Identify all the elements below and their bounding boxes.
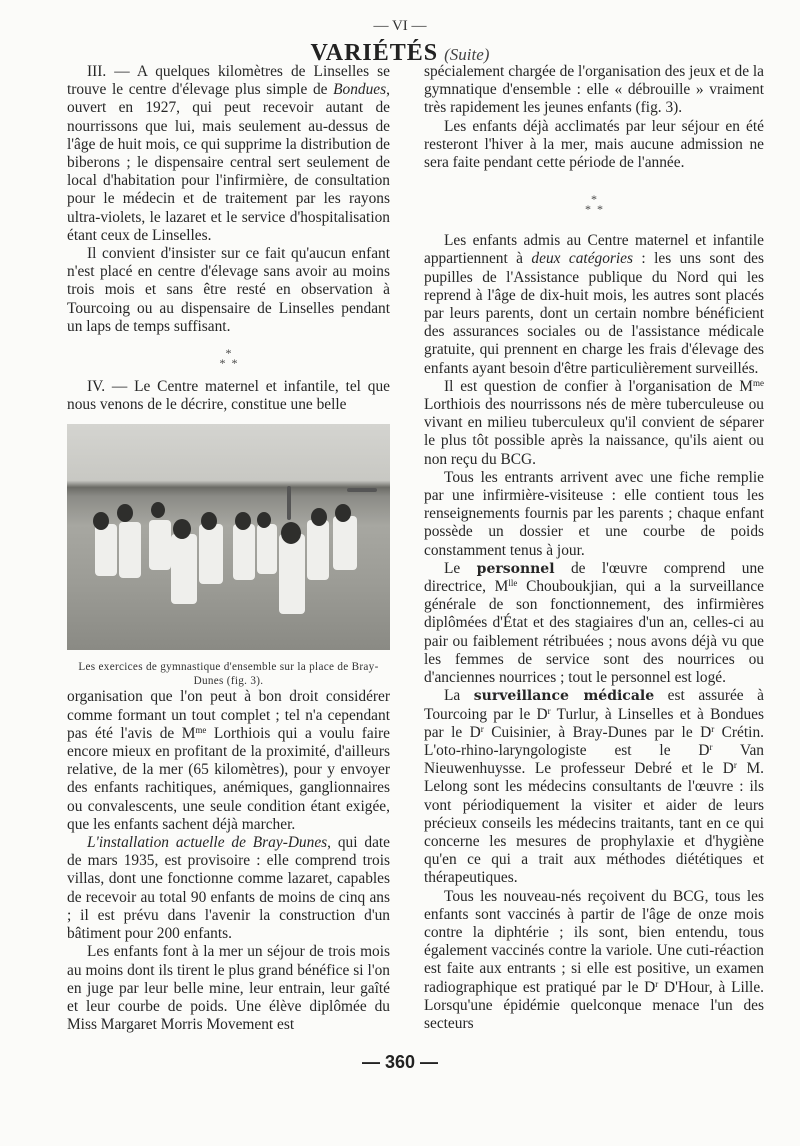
text: Turlur, à Linselles et à Bondues par le D [424,705,764,741]
text: , ouvert en 1927, qui peut recevoir autant de nourrissons que lui, mais seulement au-dessus de l'âge de huit mois, ce qui supprime la distribution de biberons ; le dispensaire central sert seulement de local d'habitation pour l'infirmière, de consultation pour le médecin et de traitement par les rayons ultra-violets, le lazaret et le service d'hospitalisation étant ceux de Linselles. [67,81,390,244]
paragraph [424,378,764,469]
paragraph: spécialement chargée de l'organisation des jeux et de la gymnatique d'ensemble : elle « débrouille » vraiment très rapidement les jeunes enfants (fig. 3). [424,63,764,117]
text: La [444,687,474,705]
bold-text: surveillance médicale [473,688,655,705]
section-title: VARIÉTÉS [310,40,439,66]
text: Lorthiois des nourrissons nés de mère tuberculeuse ou vivant en milieu tuberculeux qu'il convient de séparer le plus tôt possible après la naissance, qu'ils aient ou non reçu du BCG. [424,396,764,468]
paragraph [67,688,390,834]
paragraph [424,232,764,378]
paragraph: Les enfants font à la mer un séjour de trois mois au moins dont ils tirent le plus grand bénéfice si l'on en juge par leur belle mine, leur entrain, leur gaîté et leur courbe de poids. Une élève diplômée du Miss Margaret Morris Movement est [67,943,390,1034]
superscript: lle [508,578,518,589]
left-column [67,63,390,1034]
text: Lorthiois qui a voulu faire encore mieux en profitant de la proximité, d'ailleurs relative, de la mer (65 kilomètres), pour y envoyer des enfants rachitiques, anémiques, ganglionnaires ou convalescents, une seule condition étant exigée, que les enfants sachent déjà marcher. [67,724,390,833]
text: , qui date de mars 1935, est provisoire : elle comprend trois villas, dont une fonctionne comme lazaret, capables de recevoir au total 90 enfants de moins de cinq ans ; il est prévu dans l'avenir la construction d'un bâtiment pour 200 enfants. [67,834,391,943]
paragraph: Tous les entrants arrivent avec une fiche remplie par une infirmière-visiteuse : elle contient tous les renseignements fournis par les parents ; chaque enfant possède un dossier et une courbe de poids constamment tenus à jour. [424,468,764,559]
paragraph: Les enfants déjà acclimatés par leur séjour en été resteront l'hiver à la mer, mais aucune admission ne sera faite pendant cette période de l'année. [424,117,764,172]
paragraph [424,560,764,687]
figure-caption: Les exercices de gymnastique d'ensemble sur la place de Bray-Dunes (fig. 3). [78,661,379,688]
text: organisation que l'on peut à bon droit considérer comme formant un tout complet ; tel n'a cependant pas été l'avis de M [67,688,390,742]
paragraph: Il convient d'insister sur ce fait qu'aucun enfant n'est placé en centre d'élevage sans avoir au moins trois mois et sans être resté en observation à Tourcoing ou au dispensaire de Linselles pendant un laps de temps suffisant. [67,245,390,335]
section-separator: * * * [585,192,603,217]
text: Le [444,559,477,577]
text: de l'œuvre comprend une directrice, M [424,559,764,596]
superscript: r [480,723,484,734]
bold-text: personnel [476,560,555,577]
superscript: me [195,724,207,735]
text: Tous les nouveau-nés reçoivent du BCG, tous les enfants sont vaccinés à partir de l'âge de onze mois contre la diphtérie ; ils sont, bien entendu, tous également vaccinés contre la variole. Une cuti-réaction est faite aux entrants ; si elle est positive, un examen radiographique est pratiqué par le D [424,887,764,996]
text: Crétin. L'oto-rhino-laryngologiste est le D [424,723,764,759]
text: Les enfants admis au Centre maternel et infantile appartiennent à [424,232,764,268]
text: est assurée à Tourcoing par le D [424,687,764,723]
paragraph [424,687,764,887]
superscript: r [655,978,659,989]
italic-text: Bondues [333,81,387,99]
paragraph-iii [67,63,390,245]
superscript: r [733,760,737,771]
right-column [424,63,764,1033]
text: Il est question de confier à l'organisation de M [444,377,753,395]
italic-text: deux catégories [531,250,633,268]
section-title-suffix: (Suite) [444,45,490,64]
text: Cuisinier, à Bray-Dunes par le D [483,723,712,741]
text: III. — A quelques kilomètres de Linselles se trouve le centre d'élevage plus simple de [67,63,390,99]
running-head: — VI — [373,18,427,34]
italic-text: L'installation actuelle de Bray-Dunes [87,834,328,852]
figure [67,424,390,688]
text: Chouboukjian, qui a la surveillance générale de son fonctionnement, des infirmières diplômées d'État et des stagiaires d'un an, celles-ci au pair ou faiblement rétribuées ; nous avons déjà vu que les femmes de service sont des nourrices ou d'anciennes nourrices ; tout le personnel est logé. [424,578,764,687]
paragraph [424,888,764,1034]
superscript: me [753,377,764,388]
text: M. Lelong sont les médecins consultants de l'œuvre : ils vont périodiquement la visiter et aider de leurs précieux conseils les médecins traitants, tant en ce qui concerne les mesures de prophylaxie et d'hygiène qu'en ce qui a trait aux méthodes diététiques et thérapeutiques. [424,760,764,887]
superscript: r [709,741,713,752]
paragraph [67,834,390,943]
superscript: r [711,723,715,734]
superscript: r [547,705,551,716]
section-separator: * * * [219,346,238,371]
text: D'Hour, à Lille. Lorsqu'une épidémie quelconque menace l'un des secteurs [424,978,765,1032]
paragraph-iv: IV. — Le Centre maternel et infantile, tel que nous venons de le décrire, constitue une belle [67,378,390,414]
text: : les uns sont des pupilles de l'Assistance publique du Nord qui les reprend à l'âge de dix-huit mois, les autres sont placés par leurs parents, dont un certain nombre bénéficient des assurances sociales ou de l'assistance médicale gratuite, qui prennent en charge les frais d'élevage des enfants ayant besoin d'être particulièrement surveillés. [424,250,764,377]
page-number: — 360 — [361,1052,439,1072]
beach-gymnastics-photo [67,424,390,650]
text: Van Nieuwenhuysse. Le professeur Debré et le D [424,741,764,778]
